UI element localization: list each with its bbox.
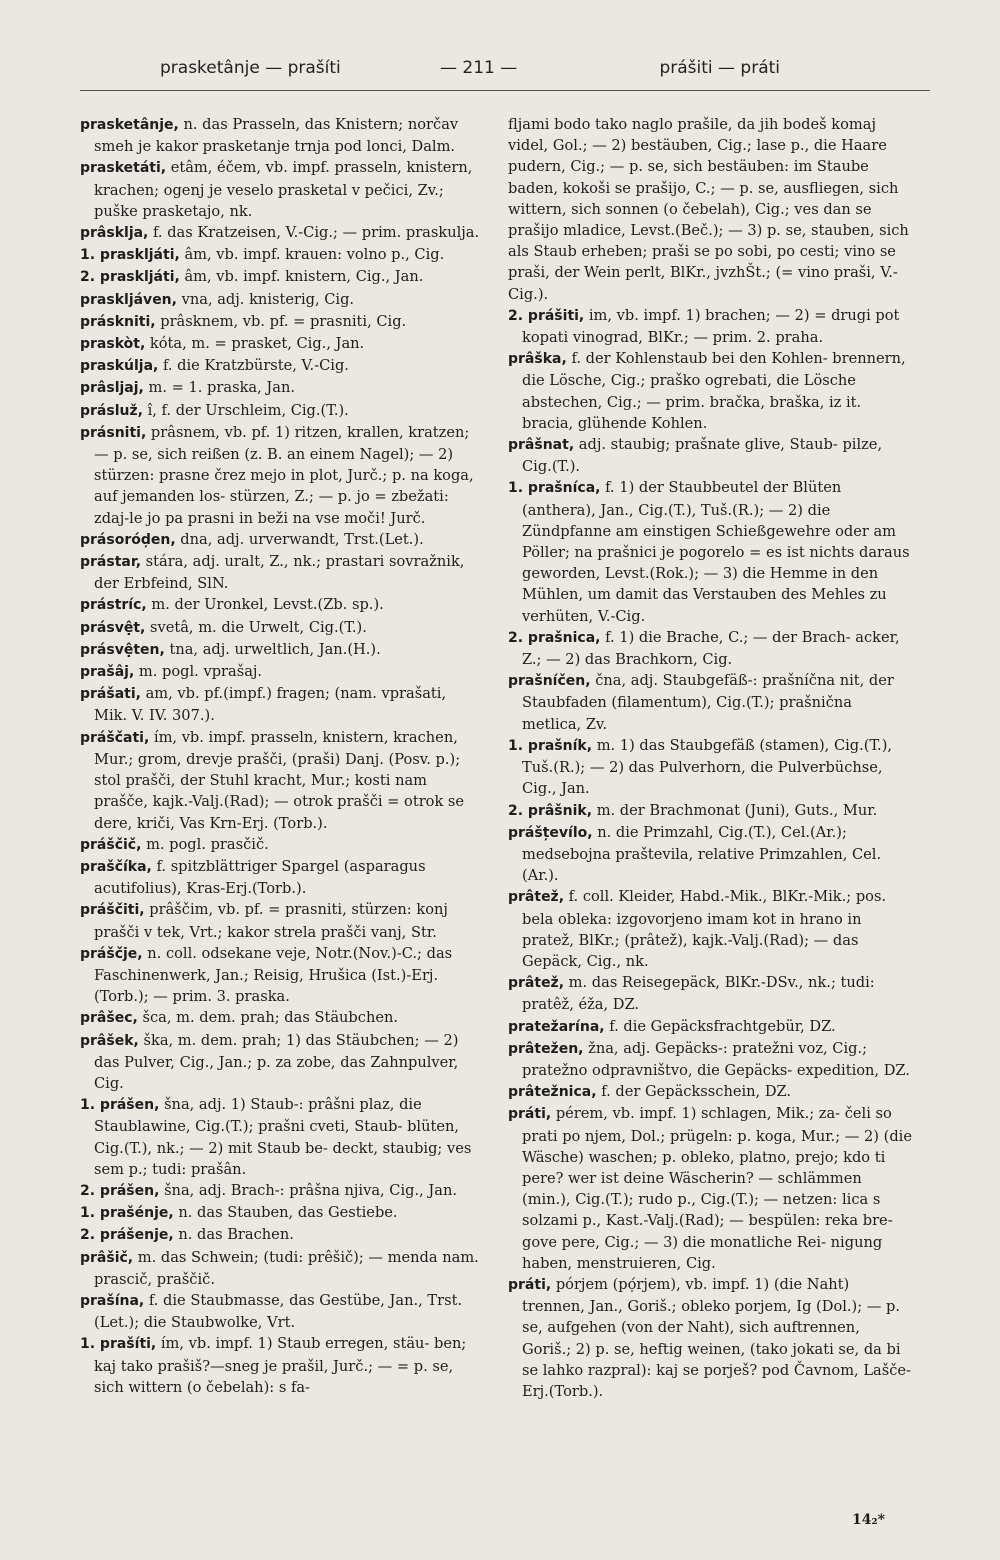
dictionary-entry [80,856,480,899]
entry-definition: m. der Uronkel, Levst.(Zb. sp.). [151,596,384,614]
entry-headword: 2. prášenje, [80,1227,174,1244]
entry-definition: ím, vb. impf. prasseln, knistern, krachen, Mur.; grom, drevje prašči, (praši) Danj. (Posv. p.); stol prašči, der Stuhl kracht, Mur.; kosti nam prašče, kajk.-Valj.(Rad); — otrok prašči = otrok se dere, kriči, Vas Krn-Erj. (Torb.). [94,728,465,832]
dictionary-entry [508,972,912,1015]
dictionary-entry [80,639,480,661]
entry-headword: 2. prâšnik, [508,802,593,819]
dictionary-entry [80,422,480,529]
dictionary-entry [80,1007,480,1029]
entry-headword: prasketáti, [80,160,167,177]
entry-definition: f. die Kratzbürste, V.-Cig. [163,357,349,375]
entry-definition: šna, adj. Brach-: prâšna njiva, Cig., Jan. [164,1181,457,1199]
entry-definition: f. der Gepäcksschein, DZ. [601,1083,792,1101]
entry-definition: vna, adj. knisterig, Cig. [181,290,355,308]
dictionary-entry [508,800,912,822]
entry-definition: m. pogl. vprašaj. [138,663,263,681]
entry-definition: f. spitzblättriger Spargel (asparagus acutifolius), Kras-Erj.(Torb.). [94,857,426,898]
dictionary-entry [80,594,480,616]
entry-headword: 2. prašnica, [508,629,601,646]
entry-headword: prasketânje, [80,117,179,133]
entry-definition: pérem, vb. impf. 1) schlagen, Mik.; za- čeli so prati po njem, Dol.; prügeln: p. koga, Mur.; — 2) (die Wäsche) waschen; p. obleko, platno, prejo; kdo ti pere? wer ist deine Wäscherin? — schlämmen (min.), Cig.(T.); rudo p., Cig.(T.); — netzen: lica s solzami p., Kast.-Valj.(Rad); — bespülen: reka bre- gove pere, Cig.; — 3) die monatliche Rei- nigung haben, menstruieren, Cig. [522,1105,912,1272]
entry-definition: f. die Staubmasse, das Gestübe, Jan., Trst.(Let.); die Staubwolke, Vrt. [94,1291,463,1332]
entry-headword: prašníčen, [508,673,591,690]
dictionary-entry [80,114,480,157]
entry-headword: prâška, [508,351,567,368]
dictionary-entry [508,822,912,887]
entry-headword: prâtež, [508,975,565,992]
entry-headword: prášțevílo, [508,824,593,841]
entry-headword: 2. prášiti, [508,307,585,324]
entry-definition: n. das Prasseln, das Knistern; norčav smeh je kakor prasketanje trnja pod lonci, Dalm. [94,116,459,156]
dictionary-entry [508,348,912,434]
entry-headword: prásvệten, [80,641,165,658]
entry-definition: ška, m. dem. prah; 1) das Stäubchen; — 2) das Pulver, Cig., Jan.; p. za zobe, das Zahnpulver, Cig. [94,1031,459,1092]
right-column [508,114,912,1402]
entry-definition: kóta, m. = prasket, Cig., Jan. [149,335,365,353]
entry-headword: prásoród̦en, [80,531,176,548]
dictionary-entry [80,943,480,1008]
entry-definition: n. das Brachen. [178,1226,294,1244]
entry-headword: 1. prašénje, [80,1205,174,1222]
entry-definition: tna, adj. urweltlich, Jan.(H.). [169,640,381,658]
entry-headword: prâšnat, [508,437,575,454]
entry-definition: f. das Kratzeisen, V.-Cig.; — prim. praskulja. [153,224,480,242]
entry-definition: f. der Kohlenstaub bei den Kohlen- brennern, die Lösche, Cig.; praško ogrebati, die Lösche abstechen, Cig.; — prim. bračka, braška, iz it. bracia, glühende Kohlen. [522,350,906,432]
header-rule [80,90,930,91]
dictionary-entry [508,1016,912,1038]
dictionary-entry [80,683,480,726]
entry-definition: adj. staubig; prašnate glive, Staub- pilze, Cig.(T.). [522,436,883,476]
entry-headword: praskúlja, [80,358,159,375]
entry-headword: prâšec, [80,1010,138,1027]
dictionary-entry [508,627,912,670]
dictionary-entry [508,1103,912,1274]
dictionary-entry [80,311,480,333]
entry-headword: práščič, [80,836,142,853]
entry-definition: etâm, éčem, vb. impf. prasseln, knistern, krachen; ogenj je veselo prasketal v pečici, Zv.; puške prasketajo, nk. [94,159,473,220]
dictionary-entry [80,1247,480,1290]
entry-headword: 2. prášen, [80,1182,160,1199]
entry-definition: n. die Primzahl, Cig.(T.), Cel.(Ar.); medsebojna praštevila, relative Primzahlen, Cel.(Ar.). [522,823,882,885]
entry-definition: svetâ, m. die Urwelt, Cig.(T.). [149,618,367,636]
dictionary-entry [508,1038,912,1081]
dictionary-entry [80,899,480,942]
dictionary-entry [508,434,912,477]
entry-headword: prâsklja, [80,225,149,242]
entry-definition: m. das Schwein; (tudi: prêšič); — menda nam. prascič, praščič. [94,1248,479,1288]
entry-headword: 1. prášen, [80,1097,160,1114]
entry-headword: 1. prašníca, [508,480,601,497]
entry-definition: n. coll. odsekane veje, Notr.(Nov.)-C.; das Faschinenwerk, Jan.; Reisig, Hrušica (Ist.)-Erj.(Torb.); — prim. 3. praska. [94,944,453,1006]
entry-headword: prašína, [80,1292,145,1309]
dictionary-entry [508,114,912,305]
page-header [160,58,780,88]
dictionary-entry [80,333,480,355]
entry-definition: fljami bodo tako naglo prašile, da jih bodeš komaj videl, Gol.; — 2) bestäuben, Cig.; lase p., die Haare pudern, Cig.; — p. se, sich bestäuben: im Staube baden, kokoši se prašijo, C.; — p. se, ausfliegen, sich wittern, sich sonnen (o čebelah), Cig.; ves dan se prašijo mladice, Levst.(Beč.); — 3) p. se, stauben, sich als Staub erheben; praši se po sobi, po cesti; vino se praši, der Wein perlt, BlKr., jvzhŠt.; (= vino praši, V.-Cig.). [508,116,909,303]
entry-headword: prástríc, [80,597,147,614]
dictionary-entry [80,400,480,422]
entry-headword: práščje, [80,945,143,962]
entry-headword: 1. prašíti, [80,1336,157,1353]
entry-headword: prâšek, [80,1032,139,1049]
dictionary-entry [80,266,480,288]
entry-headword: prásniti, [80,424,147,441]
dictionary-entry [80,1290,480,1333]
entry-definition: stára, adj. uralt, Z., nk.; prastari sovražnik, der Erbfeind, SlN. [94,553,465,593]
entry-definition: âm, vb. impf. knistern, Cig., Jan. [184,268,424,286]
entry-definition: dna, adj. urverwandt, Trst.(Let.). [180,530,424,548]
entry-definition: m. 1) das Staubgefäß (stamen), Cig.(T.), Tuš.(R.); — 2) das Pulverhorn, die Pulverbüchse, Cig., Jan. [522,736,893,798]
dictionary-entry [508,1081,912,1103]
entry-definition: m. = 1. praska, Jan. [148,379,295,397]
entry-definition: šca, m. dem. prah; das Stäubchen. [142,1009,399,1027]
dictionary-entry [80,1224,480,1246]
dictionary-entry [80,529,480,551]
entry-definition: n. das Stauben, das Gestiebe. [178,1204,398,1222]
dictionary-entry [80,551,480,594]
entry-definition: čna, adj. Staubgefäß-: prašníčna nit, der Staubfaden (filamentum), Cig.(T.); prašnična metlica, Zv. [522,672,894,733]
entry-definition: f. die Gepäcksfrachtgebür, DZ. [609,1017,836,1035]
entry-headword: 2. praskljáti, [80,269,180,286]
entry-headword: prásvệt, [80,619,146,636]
dictionary-entry [80,1030,480,1095]
entry-definition: prâsnem, vb. pf. 1) ritzen, krallen, kratzen; — p. se, sich reißen (z. B. an einem Nagel); — 2) stürzen: prasne črez mejo in plot, Jurč.; p. na koga, auf jemanden los- stürzen, Z.; — p. jo = zbežati: zdaj-le jo pa prasni in beži na vse moči! Jurč. [94,423,474,527]
entry-headword: 1. prašník, [508,737,593,754]
dictionary-entry [80,661,480,683]
dictionary-entry [80,244,480,266]
entry-definition: ím, vb. impf. 1) Staub erregen, stäu- ben; kaj tako prašiš?—sneg je prašil, Jurč.; — = p. se, sich wittern (o čebelah): s fa- [94,1335,467,1396]
dictionary-entry [80,222,480,244]
header-left: prasketânje — prašíti [160,58,341,78]
entry-headword: praščíka, [80,858,152,875]
entry-headword: prâtežnica, [508,1084,597,1101]
entry-headword: prâšič, [80,1249,134,1266]
dictionary-entry [508,886,912,972]
dictionary-entry [508,305,912,348]
dictionary-entry [508,477,912,626]
signature-mark: 14₂* [852,1512,885,1528]
header-right: prášiti — práti [659,58,780,78]
dictionary-entry [80,355,480,377]
entry-definition: prâščim, vb. pf. = prasniti, stürzen: konj prašči v tek, Vrt.; kakor strela prašči vanj, Str. [94,901,448,941]
entry-headword: 1. praskljáti, [80,247,180,264]
entry-headword: prástar, [80,554,142,571]
entry-headword: prâtež, [508,889,565,906]
entry-headword: praskòt, [80,336,146,353]
entry-definition: im, vb. impf. 1) brachen; — 2) = drugi pot kopati vinograd, BlKr.; — prim. 2. praha. [522,306,900,347]
entry-definition: žna, adj. Gepäcks-: pratežni voz, Cig.; pratežno odpravništvo, die Gepäcks- expedition, DZ. [522,1039,910,1079]
entry-definition: šna, adj. 1) Staub-: prâšni plaz, die Staublawine, Cig.(T.); prašni cveti, Staub- blüten, Cig.(T.), nk.; — 2) mit Staub be- deckt, staubig; ves sem p.; tudi: prašân. [94,1096,472,1178]
dictionary-entry [508,670,912,735]
dictionary-entry [80,1180,480,1202]
entry-definition: m. das Reisegepäck, BlKr.-DSv., nk.; tudi: pratêž, éža, DZ. [522,974,875,1014]
entry-headword: praskljáven, [80,291,177,308]
dictionary-entry [80,1202,480,1224]
dictionary-entry [80,727,480,834]
entry-headword: práščiti, [80,902,145,919]
entry-definition: m. pogl. prasčič. [146,835,269,853]
dictionary-entry [80,1094,480,1180]
entry-definition: prâsknem, vb. pf. = prasniti, Cig. [160,312,407,330]
entry-definition: f. coll. Kleider, Habd.-Mik., BlKr.-Mik.; pos. bela obleka: izgovorjeno imam kot in hrano in pratež, BlKr.; (prâtež), kajk.-Valj.(Rad); — das Gepäck, Cig., nk. [522,888,887,970]
entry-headword: práti, [508,1106,552,1123]
entry-definition: î, f. der Urschleim, Cig.(T.). [147,401,349,419]
page-number: — 211 — [440,58,518,78]
entry-headword: prašâj, [80,664,135,681]
entry-definition: f. 1) die Brache, C.; — der Brach- acker, Z.; — 2) das Brachkorn, Cig. [522,628,900,669]
dictionary-entry [80,1333,480,1398]
dictionary-entry [80,157,480,222]
dictionary-entry [80,834,480,856]
dictionary-entry [80,617,480,639]
entry-headword: práti, [508,1276,552,1293]
entry-headword: pratežarína, [508,1018,605,1035]
dictionary-entry [80,289,480,311]
left-column [80,114,480,1398]
entry-headword: práščati, [80,729,150,746]
entry-definition: f. 1) der Staubbeutel der Blüten (anthera), Jan., Cig.(T.), Tuš.(R.); — 2) die Zündpfanne am einstigen Schießgewehre oder am Pöller; na prašnici je pogorelo = es ist nichts daraus geworden, Levst.(Rok.); — 3) die Hemme in den Mühlen, um damit das Verstauben des Mehles zu verhüten, V.-Cig. [522,479,910,625]
entry-headword: prášati, [80,686,141,703]
entry-definition: am, vb. pf.(impf.) fragen; (nam. vprašati, Mik. V. IV. 307.). [94,685,447,725]
entry-headword: prásluž, [80,402,143,419]
entry-definition: âm, vb. impf. krauen: volno p., Cig. [184,246,445,264]
dictionary-entry [508,1274,912,1402]
entry-headword: práskniti, [80,313,156,330]
dictionary-entry [80,377,480,399]
dictionary-entry [508,735,912,800]
entry-headword: prâtežen, [508,1040,584,1057]
entry-headword: prâsljaj, [80,380,144,397]
entry-definition: m. der Brachmonat (Juni), Guts., Mur. [596,801,878,819]
entry-definition: pórjem (pọ́rjem), vb. impf. 1) (die Naht) trennen, Jan., Goriš.; obleko porjem, Ig (Dol.); — p. se, aufgehen (von der Naht), sich auftrennen, Goriš.; 2) p. se, heftig weinen, (tako jokati se, da bi se lahko razpral): kaj se porješ? pod Čavnom, Lašče-Erj.(Torb.). [522,1275,911,1400]
